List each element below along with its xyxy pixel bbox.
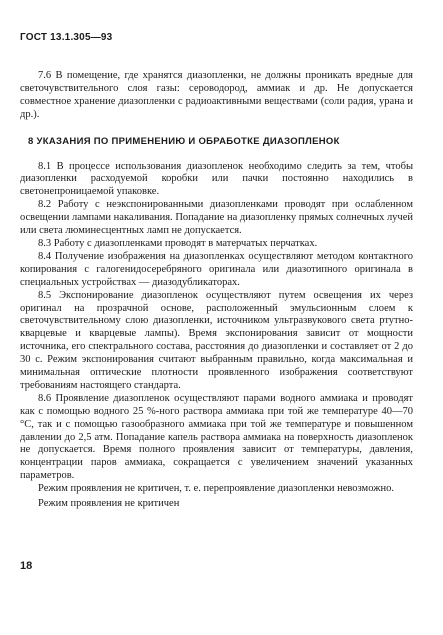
- paragraph-8-6: 8.6 Проявление диазопленок осуществляют парами водного аммиака и проводят как с помощью водного 25 %-ного раствора аммиака при той же температуре 40—70 °С, так и с помощью газообразного аммиака при той же температуре и повышенном давлении до 2,5 атм. Попадание капель раствора аммиака на поверхность диазопленок не допускается. Время полного проявления зависит от температуры, давления, концентрации паров аммиака, сокращается с увеличением значений указанных параметров.: [20, 392, 413, 482]
- paragraph-8-5: 8.5 Экспонирование диазопленок осуществляют путем освещения их через оригинал на прозрачной основе, расположенный эмульсионным слоем к светочувствительному слою диазопленки, источником ультразвукового света ртутно-кварцевые и кварцевые лампы). Время экспонирования зависит от мощности источника, его спектрального состава, расстояния до диазопленки и составляет от 2 до 30 с. Режим экспонирования считают выбранным правильно, когда максимальная и минимальная оптические плотности проявленного изображения соответствуют требованиям настоящего стандарта.: [20, 289, 413, 391]
- page-number: 18: [20, 560, 33, 572]
- paragraph-7-6: 7.6 В помещение, где хранятся диазопленки, не должны проникать вредные для светочувствительного слоя газы: сероводород, аммиак и др. Не допускается совместное хранение диазопленки с радиоактивными веществами (соли радия, урана и др.).: [20, 70, 413, 120]
- paragraph-8-2: 8.2 Работу с неэкспонированными диазопленками проводят при ослабленном освещении лампами накаливания. Попадание на диазопленку прямых солнечных лучей или света люминесцентных ламп не допускается.: [20, 199, 413, 237]
- paragraph-8-4: 8.4 Получение изображения на диазопленках осуществляют методом контактного копирования с галогенидосеребряного оригинала или диазотипного оригинала в специальных устройствах — диазодубликаторах.: [20, 250, 413, 288]
- paragraph-8-6-continued: Режим проявления не критичен, т. е. перепроявление диазопленки невозможно.: [38, 483, 394, 495]
- document-body: [20, 70, 413, 511]
- paragraph-8-6-last: Режим проявления не критичен: [38, 498, 180, 510]
- paragraph-8-3: 8.3 Работу с диазопленками проводят в матерчатых перчатках.: [38, 237, 318, 249]
- section-title: 8 УКАЗАНИЯ ПО ПРИМЕНЕНИЮ И ОБРАБОТКЕ ДИАЗОПЛЕНОК: [28, 135, 340, 147]
- standard-header: ГОСТ 13.1.305—93: [20, 32, 113, 43]
- paragraph-8-1: 8.1 В процессе использования диазопленок необходимо следить за тем, чтобы диазопленки расходуемой коробки или пачки постоянно находились в светонепроницаемой упаковке.: [20, 160, 413, 198]
